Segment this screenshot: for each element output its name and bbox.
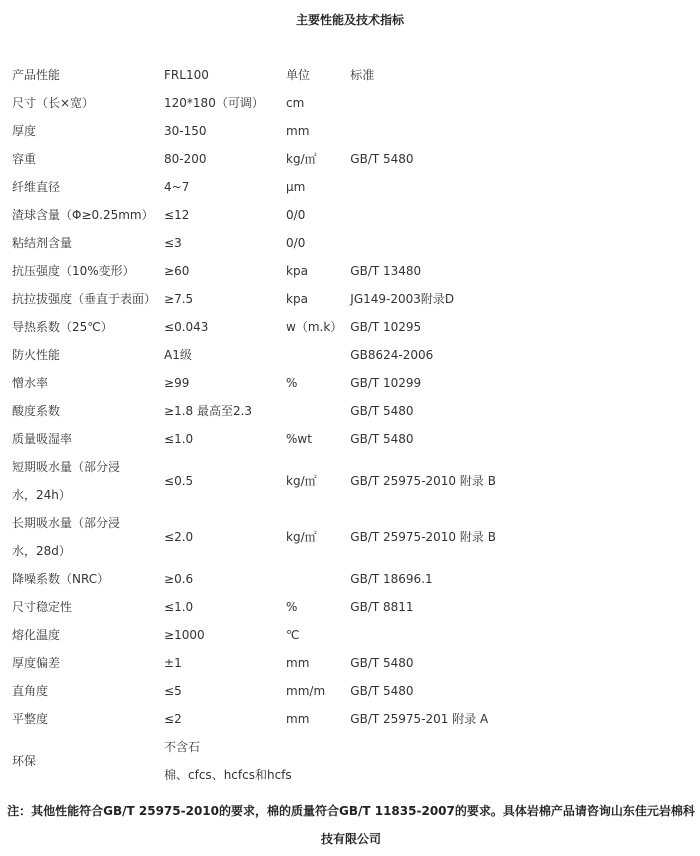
page-title: 主要性能及技术指标 — [295, 13, 404, 27]
header-standard: 标准 — [350, 68, 375, 82]
table-row — [4, 229, 682, 257]
cell-property: 降噪系数（NRC） — [12, 572, 110, 586]
table-row — [4, 677, 682, 705]
header-value: FRL100 — [164, 68, 209, 82]
cell-unit — [278, 565, 342, 593]
cell-standard: GB/T 25975-201 附录 A — [350, 712, 489, 726]
cell-value: 30-150 — [164, 124, 207, 138]
cell-value: ≤0.043 — [164, 320, 209, 334]
cell-property: 尺寸稳定性 — [12, 600, 73, 614]
cell-unit: μm — [286, 180, 306, 194]
cell-value: ≤5 — [164, 684, 182, 698]
table-row — [4, 733, 682, 789]
cell-value: 120*180（可调） — [164, 96, 264, 110]
cell-property: 尺寸（长×宽） — [12, 96, 95, 110]
table-row — [4, 89, 682, 117]
footnote: 注：其他性能符合GB/T 25975-2010的要求，棉的质量符合GB/T 11835-2007的要求。具体岩棉产品请咨询山东佳元岩棉科技有限公司 — [7, 804, 695, 846]
cell-value: ≤12 — [164, 208, 190, 222]
cell-unit: kg/㎡ — [286, 530, 317, 544]
table-row — [4, 117, 682, 145]
cell-value: ≥60 — [164, 264, 190, 278]
cell-standard: GB/T 13480 — [350, 264, 422, 278]
table-row — [4, 565, 682, 593]
cell-unit: ℃ — [286, 628, 300, 642]
cell-unit: kpa — [286, 292, 308, 306]
cell-property: 憎水率 — [12, 376, 49, 390]
cell-unit: 0/0 — [286, 236, 306, 250]
cell-unit: % — [286, 376, 298, 390]
header-unit: 单位 — [286, 68, 311, 82]
table-row — [4, 425, 682, 453]
cell-standard: GB/T 5480 — [350, 684, 414, 698]
cell-unit: 0/0 — [286, 208, 306, 222]
table-row — [4, 145, 682, 173]
cell-standard: GB/T 8811 — [350, 600, 414, 614]
cell-standard: JG149-2003附录D — [350, 292, 455, 306]
cell-property: 渣球含量（Φ≥0.25mm） — [12, 208, 154, 222]
cell-value: ≤0.5 — [164, 474, 194, 488]
table-row — [4, 285, 682, 313]
cell-property: 环保 — [12, 754, 37, 768]
cell-property: 抗压强度（10%变形） — [12, 264, 135, 278]
cell-unit: mm — [286, 124, 310, 138]
cell-property: 抗拉拔强度（垂直于表面） — [12, 292, 157, 306]
table-row — [4, 201, 682, 229]
cell-unit: mm — [286, 712, 310, 726]
cell-standard — [342, 229, 682, 257]
cell-standard: GB/T 10299 — [350, 376, 422, 390]
table-row — [4, 509, 682, 565]
cell-unit: mm/m — [286, 684, 326, 698]
cell-value: ≤1.0 — [164, 432, 194, 446]
cell-value-line: 棉、cfcs、hcfcs和hcfs — [164, 768, 292, 782]
table-row — [4, 705, 682, 733]
cell-standard: GB/T 18696.1 — [350, 572, 433, 586]
cell-standard — [342, 621, 682, 649]
cell-property: 酸度系数 — [12, 404, 61, 418]
cell-standard — [342, 89, 682, 117]
table-row — [4, 397, 682, 425]
cell-value: 80-200 — [164, 152, 207, 166]
cell-property-line: 水，28d） — [12, 544, 71, 558]
cell-property: 防火性能 — [12, 348, 61, 362]
cell-property: 厚度偏差 — [12, 656, 61, 670]
cell-unit: kg/㎡ — [286, 152, 317, 166]
cell-unit — [278, 341, 342, 369]
table-row — [4, 257, 682, 285]
cell-value: ≤1.0 — [164, 600, 194, 614]
specs-table — [4, 61, 682, 789]
cell-standard: GB/T 5480 — [350, 432, 414, 446]
cell-standard: GB/T 25975-2010 附录 B — [350, 474, 496, 488]
cell-property: 熔化温度 — [12, 628, 61, 642]
cell-unit: w（m.k） — [286, 320, 343, 334]
table-row — [4, 649, 682, 677]
cell-value: A1级 — [164, 348, 192, 362]
cell-unit: %wt — [286, 432, 312, 446]
table-row — [4, 593, 682, 621]
cell-unit: kg/㎡ — [286, 474, 317, 488]
cell-property: 厚度 — [12, 124, 37, 138]
cell-unit — [278, 397, 342, 425]
cell-property: 直角度 — [12, 684, 49, 698]
cell-property — [4, 509, 156, 565]
cell-value: ≥99 — [164, 376, 190, 390]
cell-property-line: 水，24h） — [12, 488, 71, 502]
table-row — [4, 313, 682, 341]
cell-standard: GB/T 5480 — [350, 152, 414, 166]
cell-standard: GB8624-2006 — [350, 348, 434, 362]
table-row — [4, 341, 682, 369]
cell-property: 纤维直径 — [12, 180, 61, 194]
cell-value: ≤3 — [164, 236, 182, 250]
cell-standard: GB/T 5480 — [350, 656, 414, 670]
cell-standard — [342, 201, 682, 229]
header-property: 产品性能 — [12, 68, 61, 82]
cell-property — [4, 453, 156, 509]
table-row — [4, 369, 682, 397]
cell-value: ≥7.5 — [164, 292, 194, 306]
cell-unit: % — [286, 600, 298, 614]
cell-property: 导热系数（25℃） — [12, 320, 113, 334]
cell-standard — [342, 173, 682, 201]
cell-unit: kpa — [286, 264, 308, 278]
cell-value: ≤2.0 — [164, 530, 194, 544]
cell-unit: mm — [286, 656, 310, 670]
table-row — [4, 453, 682, 509]
cell-value: 4~7 — [164, 180, 190, 194]
cell-property: 质量吸湿率 — [12, 432, 73, 446]
table-row — [4, 621, 682, 649]
cell-property-line: 长期吸水量（部分浸 — [12, 516, 121, 530]
cell-standard: GB/T 5480 — [350, 404, 414, 418]
cell-standard: GB/T 10295 — [350, 320, 422, 334]
table-header-row — [4, 61, 682, 89]
cell-property: 平整度 — [12, 712, 49, 726]
cell-property-line: 短期吸水量（部分浸 — [12, 460, 121, 474]
cell-unit: cm — [286, 96, 305, 110]
cell-value: ≥1.8 最高至2.3 — [164, 404, 253, 418]
cell-value: ±1 — [164, 656, 182, 670]
cell-standard — [342, 117, 682, 145]
cell-value — [156, 733, 682, 789]
table-row — [4, 173, 682, 201]
cell-property: 粘结剂含量 — [12, 236, 73, 250]
cell-property: 容重 — [12, 152, 37, 166]
cell-value: ≥0.6 — [164, 572, 194, 586]
cell-value: ≤2 — [164, 712, 182, 726]
cell-value: ≥1000 — [164, 628, 205, 642]
cell-standard: GB/T 25975-2010 附录 B — [350, 530, 496, 544]
cell-value-line: 不含石 — [164, 740, 201, 754]
